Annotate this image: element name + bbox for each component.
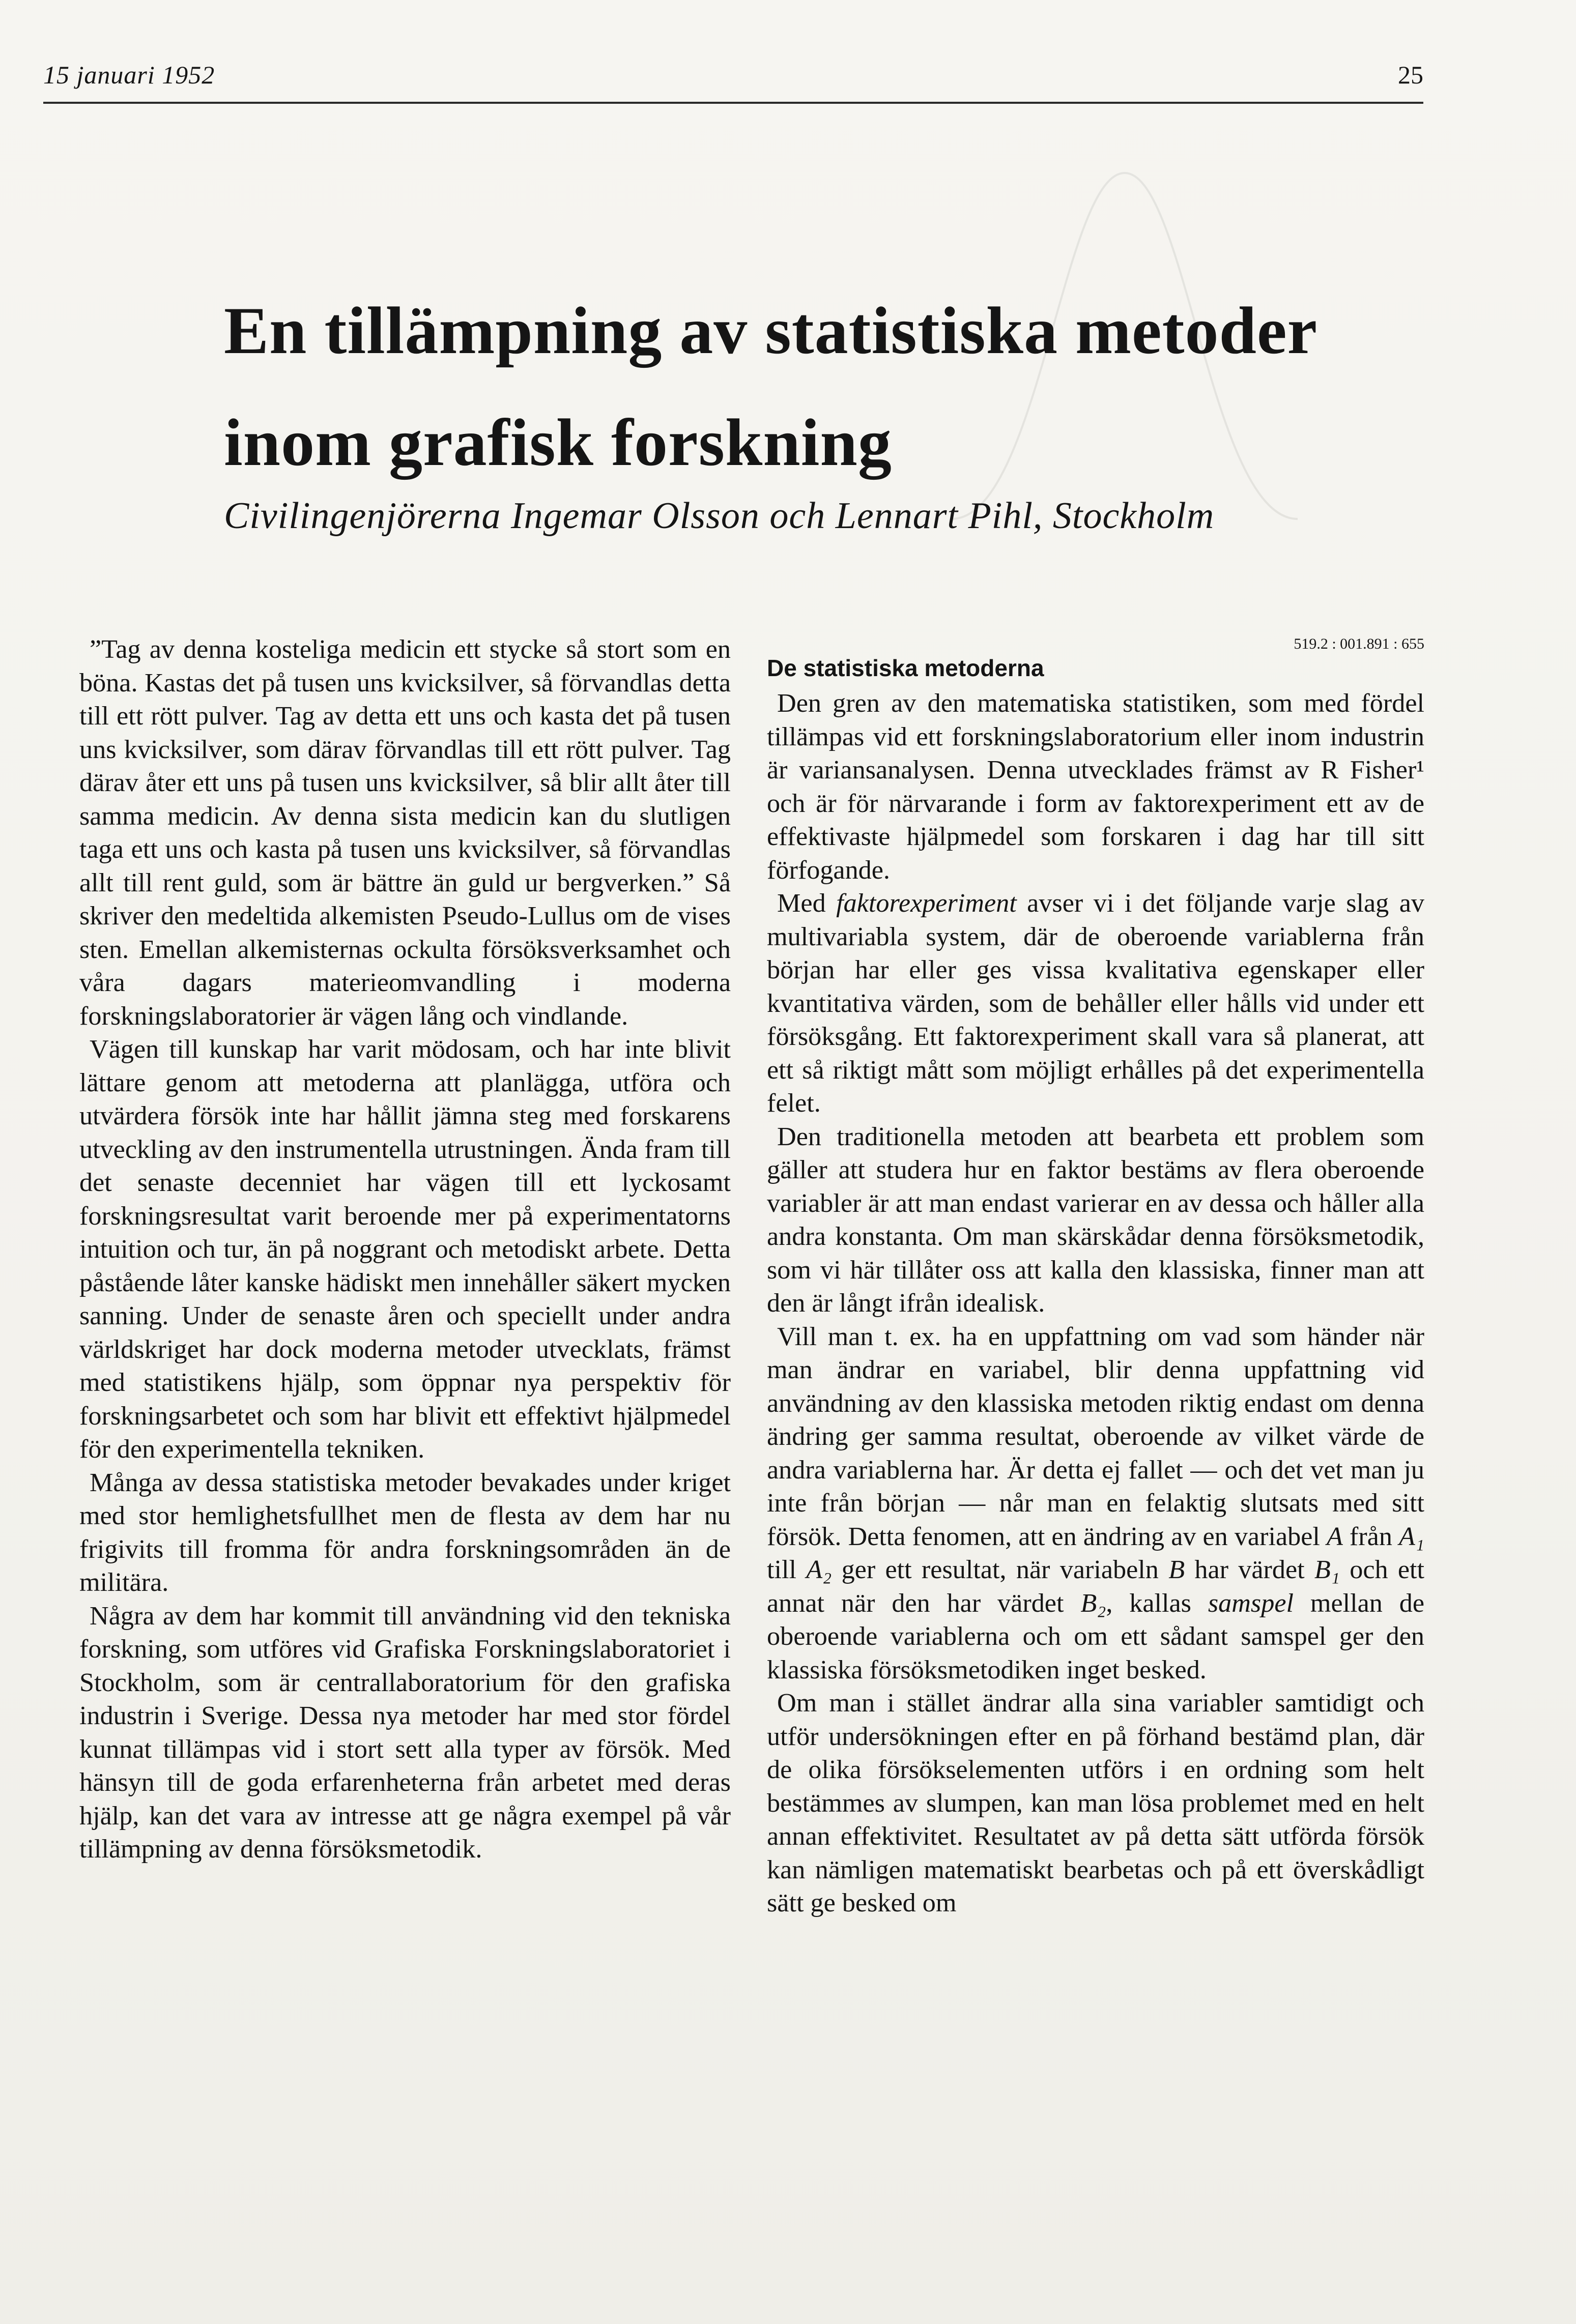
title-line-1: En tillämpning av statistiska metoder	[224, 293, 1318, 368]
variable-symbol: A₂	[806, 1555, 832, 1584]
issue-date: 15 januari 1952	[43, 61, 215, 89]
text-run: Med	[777, 888, 837, 918]
text-run: mellan de oberoende variablerna och om ett sådant samspel ger den klassiska försöksmetodiken inget besked.	[767, 1588, 1424, 1684]
body-paragraph: Många av dessa statistiska metoder bevakades under kriget med stor hemlighetsfullhet men de flesta av dem har nu frigivits till fromma för andra forskningsområden än de militära.	[79, 1467, 731, 1597]
page-number: 25	[1398, 61, 1423, 89]
udc-classification: 519.2 : 001.891 : 655	[1294, 635, 1424, 652]
title-line-2: inom grafisk forskning	[224, 405, 892, 480]
body-paragraph	[767, 1320, 1424, 1687]
text-run: och ett annat när den har värdet	[767, 1555, 1425, 1618]
body-paragraph: Den traditionella metoden att bearbeta ett problem som gäller att studera hur en faktor bestäms av flera oberoende variabler är att man endast varierar en av dessa och håller alla andra konstanta. Om man skärskådar denna försöksmetodik, som vi här tillåter oss att kalla den klassiska, finner man att den är långt ifrån idealisk.	[767, 1121, 1424, 1318]
variable-symbol: B	[1168, 1555, 1185, 1584]
body-paragraph: Några av dem har kommit till användning vid den tekniska forskning, som utföres vid Grafiska Forskningslaboratoriet i Stockholm, som är centrallaboratorium för den grafiska industrin i Sverige. Dessa nya metoder har med stor fördel kunnat tillämpas vid i stort sett alla typer av försök. Med hänsyn till de goda erfarenheterna från arbetet med deras hjälp, kan det vara av intresse att ge några exempel på vår tillämpning av denna försöksmetodik.	[79, 1601, 731, 1864]
variable-symbol: B₂	[1080, 1588, 1106, 1618]
byline: Civilingenjörerna Ingemar Olsson och Lennart Pihl, Stockholm	[224, 495, 1215, 537]
article-title	[224, 275, 1394, 499]
body-paragraph	[767, 887, 1424, 1120]
body-paragraph: Om man i stället ändrar alla sina variabler samtidigt och utför undersökningen efter en på förhand bestämd plan, där de olika försökselementen utförs i en ordning som helt bestämmes av slumpen, kan man lösa problemet med en helt annan effektivitet. Resultatet av på detta sätt utförda försök kan nämligen matematiskt bearbetas och på ett överskådligt sätt ge besked om	[767, 1688, 1424, 1918]
text-run: till	[767, 1555, 807, 1584]
text-run: har värdet	[1185, 1555, 1314, 1584]
right-column	[767, 633, 1424, 1920]
text-run: , kallas	[1106, 1588, 1208, 1618]
text-run: ger ett resultat, när variabeln	[832, 1555, 1169, 1584]
variable-symbol: A₁	[1398, 1521, 1425, 1551]
text-run: avser vi i det följande varje slag av multivariabla system, där de oberoende variablerna från början har eller ges vissa kvalitativa egenskaper eller kvantitativa värden, som de behåller eller hålls vid under ett försöksgång. Ett faktorexperiment skall vara så planerat, att ett så riktigt mått som möjligt erhålles på det experimentella felet.	[767, 888, 1424, 1118]
body-paragraph: Den gren av den matematiska statistiken, som med fördel tillämpas vid ett forskningslaboratorium eller inom industrin är variansanalysen. Denna utvecklades främst av R Fisher¹ och är för närvarande i form av faktorexperiment ett av de effektivaste hjälpmedel som forskaren i dag har till sitt förfogande.	[767, 688, 1424, 885]
text-run: från	[1342, 1521, 1399, 1551]
italic-term: samspel	[1208, 1588, 1294, 1618]
variable-symbol: B₁	[1314, 1555, 1340, 1584]
body-paragraph: Vägen till kunskap har varit mödosam, och har inte blivit lättare genom att metoderna att planlägga, utföra och utvärdera försök inte har hållit jämna steg med forskarens utveckling av den instrumentella utrustningen. Ända fram till det senaste decenniet har vägen till ett lyckosamt forskningsresultat varit beroende mer på experimentatorns intuition och tur, än på noggrant och metodiskt arbete. Detta påstående låter kanske hädiskt men innehåller säkert mycken sanning. Under de senaste åren och speciellt under andra världskriget har dock moderna metoder utvecklats, främst med statistikens hjälp, som öppnar nya perspektiv för forskningsarbetet och som har blivit ett effektivt hjälpmedel för den experimentella tekniken.	[79, 1034, 731, 1464]
left-column	[79, 633, 731, 1866]
italic-term: faktorexperiment	[836, 888, 1017, 918]
body-paragraph: ”Tag av denna kosteliga medicin ett stycke så stort som en böna. Kastas det på tusen uns kvicksilver, så förvandlas detta till ett rött pulver. Tag av detta ett uns och kasta det på tusen uns kvicksilver, som därav förvandlas till ett rött pulver. Tag därav åter ett uns på tusen uns kvicksilver, så blir allt åter till samma medicin. Av denna sista medicin kan du slutligen taga ett uns och kasta på tusen uns kvicksilver, så förvandlas allt till rent guld, som är bättre än guld ur bergverken.” Så skriver den medeltida alkemisten Pseudo-Lullus om de vises sten. Emellan alkemisternas ockulta försöksverksamhet och våra dagars materieomvandling i moderna forskningslaboratorier är vägen lång och vindlande.	[79, 634, 731, 1031]
section-heading: De statistiska metoderna	[767, 655, 1044, 681]
page-header	[43, 51, 1423, 104]
variable-symbol: A	[1326, 1521, 1343, 1551]
text-run: Vill man t. ex. ha en uppfattning om vad som händer när man ändrar en variabel, blir denna uppfattning vid användning av den klassiska metoden riktig endast om denna ändring ger samma resultat, oberoende av vilket värde de andra variablerna har. Är detta ej fallet — och det vet man ju inte från början — når man en felaktig slutsats med sitt försök. Detta fenomen, att en ändring av en variabel	[767, 1321, 1424, 1551]
